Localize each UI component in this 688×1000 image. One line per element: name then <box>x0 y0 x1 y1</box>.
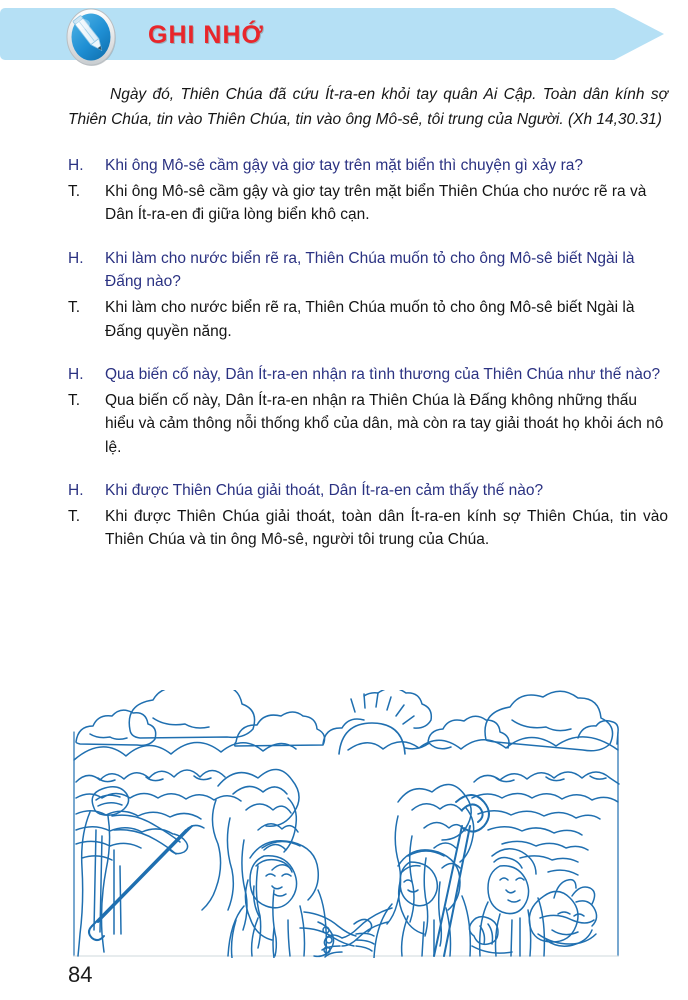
answer-text: Khi được Thiên Chúa giải thoát, toàn dân Ít-ra-en kính sợ Thiên Chúa, tin vào Thiên Chúa và tin ông Mô-sê, người tôi trung của Chúa. <box>105 507 668 549</box>
answer-tag: T. <box>68 298 81 316</box>
page-title: GHI NHỚ <box>148 21 264 49</box>
question-row <box>68 154 668 178</box>
question-text: Khi ông Mô-sê cầm gậy và giơ tay trên mặt biển thì chuyện gì xảy ra? <box>105 157 583 175</box>
intro-paragraph: Ngày đó, Thiên Chúa đã cứu Ít-ra-en khỏi tay quân Ai Cập. Toàn dân kính sợ Thiên Chúa, tin vào Thiên Chúa, tin vào ông Mô-sê, tôi trung của Người. (Xh 14,30.31) <box>68 86 668 129</box>
question-row <box>68 247 668 294</box>
clouds <box>76 690 618 754</box>
question-tag: H. <box>68 249 84 267</box>
question-text: Khi làm cho nước biển rẽ ra, Thiên Chúa muốn tỏ cho ông Mô-sê biết Ngài là Đấng nào? <box>105 249 635 291</box>
man-figure-right <box>322 795 489 958</box>
youth-with-donkey <box>469 849 596 956</box>
answer-text: Khi ông Mô-sê cầm gậy và giơ tay trên mặt biển Thiên Chúa cho nước rẽ ra và Dân Ít-ra-en đi giữa lòng biển khô cạn. <box>105 182 647 224</box>
question-text: Qua biến cố này, Dân Ít-ra-en nhận ra tình thương của Thiên Chúa như thế nào? <box>105 366 661 384</box>
horizon <box>74 737 618 760</box>
header-banner <box>0 8 688 66</box>
question-tag: H. <box>68 366 84 384</box>
sea-wall-right <box>387 772 619 946</box>
answer-tag: T. <box>68 182 81 200</box>
parting-of-the-red-sea-illustration <box>68 690 624 958</box>
answer-row <box>68 389 668 460</box>
moses-figure <box>78 787 204 956</box>
answer-row <box>68 296 668 343</box>
qa-block <box>68 363 668 459</box>
question-row <box>68 363 668 387</box>
question-row <box>68 479 668 503</box>
question-tag: H. <box>68 157 84 175</box>
answer-row <box>68 505 668 552</box>
qa-block <box>68 247 668 343</box>
question-tag: H. <box>68 482 84 500</box>
answer-row <box>68 180 668 227</box>
answer-text: Qua biến cố này, Dân Ít-ra-en nhận ra Thiên Chúa là Đấng không những thấu hiểu và cảm thông nỗi thống khổ của dân, mà còn ra tay giải thoát họ khỏi ách nô lệ. <box>105 391 664 456</box>
woman-figure-left <box>228 841 374 958</box>
page-number: 84 <box>68 962 93 987</box>
qa-block <box>68 154 668 227</box>
content-column <box>68 82 668 572</box>
answer-tag: T. <box>68 391 81 409</box>
answer-tag: T. <box>68 507 81 525</box>
question-text: Khi được Thiên Chúa giải thoát, Dân Ít-ra-en cảm thấy thế nào? <box>105 482 544 500</box>
qa-block <box>68 479 668 552</box>
sea-wall-left <box>76 769 299 956</box>
pencil-icon <box>63 6 119 68</box>
answer-text: Khi làm cho nước biển rẽ ra, Thiên Chúa muốn tỏ cho ông Mô-sê biết Ngài là Đấng quyền năng. <box>105 298 635 340</box>
